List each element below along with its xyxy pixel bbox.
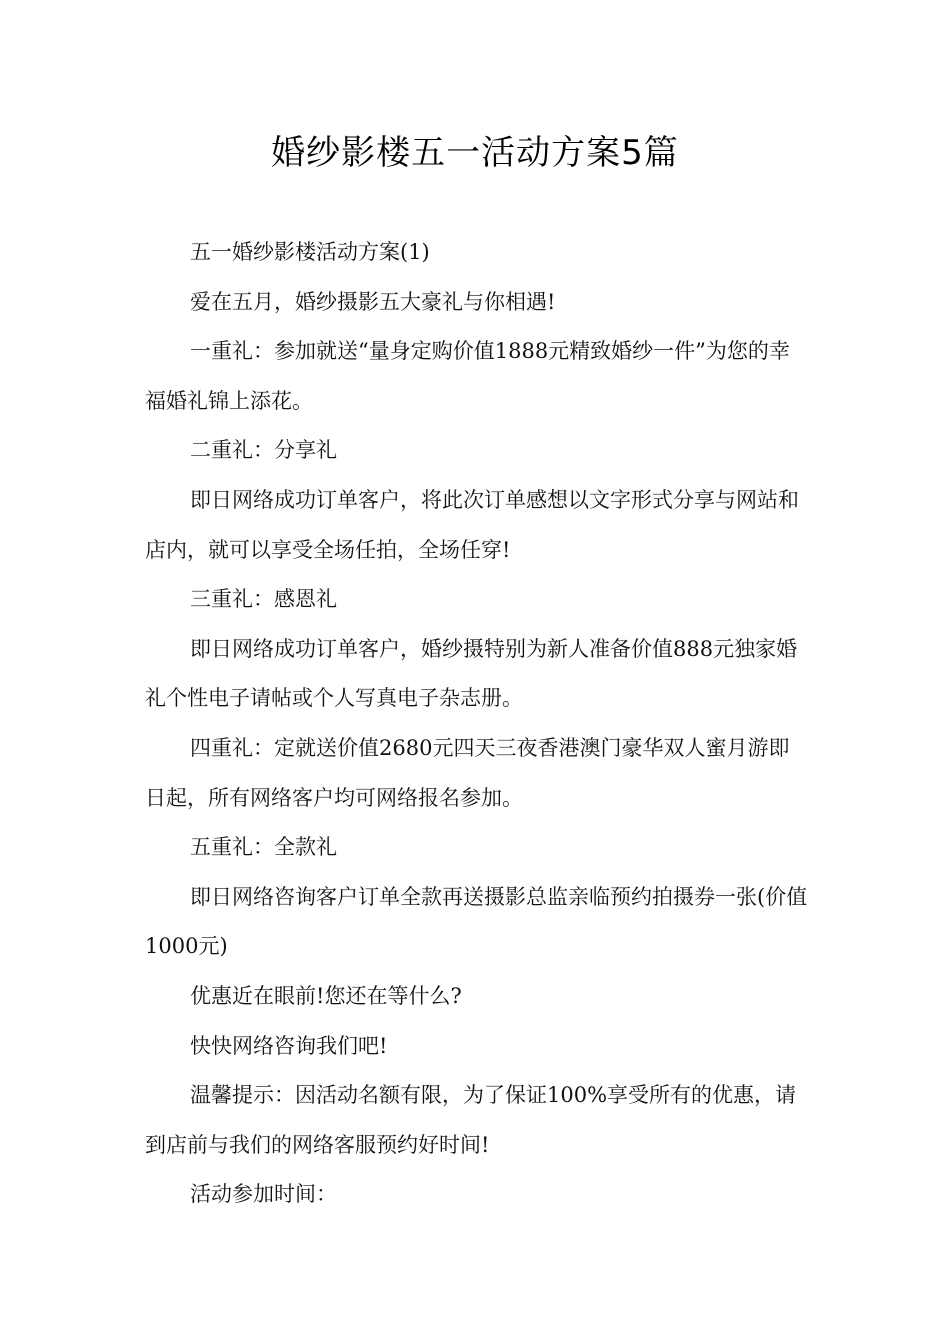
paragraph-11: 优惠近在眼前!您还在等什么? — [190, 983, 462, 1008]
document-body — [145, 228, 810, 1220]
paragraph-6: 三重礼：感恩礼 — [190, 587, 337, 612]
document-title: 婚纱影楼五一活动方案5篇 — [271, 133, 679, 173]
paragraph-14: 活动参加时间： — [190, 1182, 337, 1207]
paragraph-13: 温馨提示：因活动名额有限，为了保证100%享受所有的优惠，请到店前与我们的网络客服预约好时间! — [145, 1083, 797, 1157]
paragraph-5: 即日网络成功订单客户，将此次订单感想以文字形式分享与网站和店内，就可以享受全场任拍，全场任穿! — [145, 487, 799, 562]
paragraph-10: 即日网络咨询客户订单全款再送摄影总监亲临预约拍摄券一张(价值1000元) — [145, 884, 808, 959]
paragraph-3: 一重礼：参加就送“量身定购价值1888元精致婚纱一件”为您的幸福婚礼锦上添花。 — [145, 339, 790, 413]
paragraph-2: 爱在五月，婚纱摄影五大豪礼与你相遇! — [190, 289, 556, 314]
paragraph-12: 快快网络咨询我们吧! — [190, 1033, 388, 1058]
paragraph-1: 五一婚纱影楼活动方案(1) — [190, 240, 430, 264]
paragraph-4: 二重礼：分享礼 — [190, 438, 337, 463]
paragraph-9: 五重礼：全款礼 — [190, 835, 337, 860]
paragraph-7: 即日网络成功订单客户，婚纱摄特别为新人准备价值888元独家婚礼个性电子请帖或个人写真电子杂志册。 — [145, 636, 798, 711]
paragraph-8: 四重礼：定就送价值2680元四天三夜香港澳门豪华双人蜜月游即日起，所有网络客户均可网络报名参加。 — [145, 735, 790, 810]
